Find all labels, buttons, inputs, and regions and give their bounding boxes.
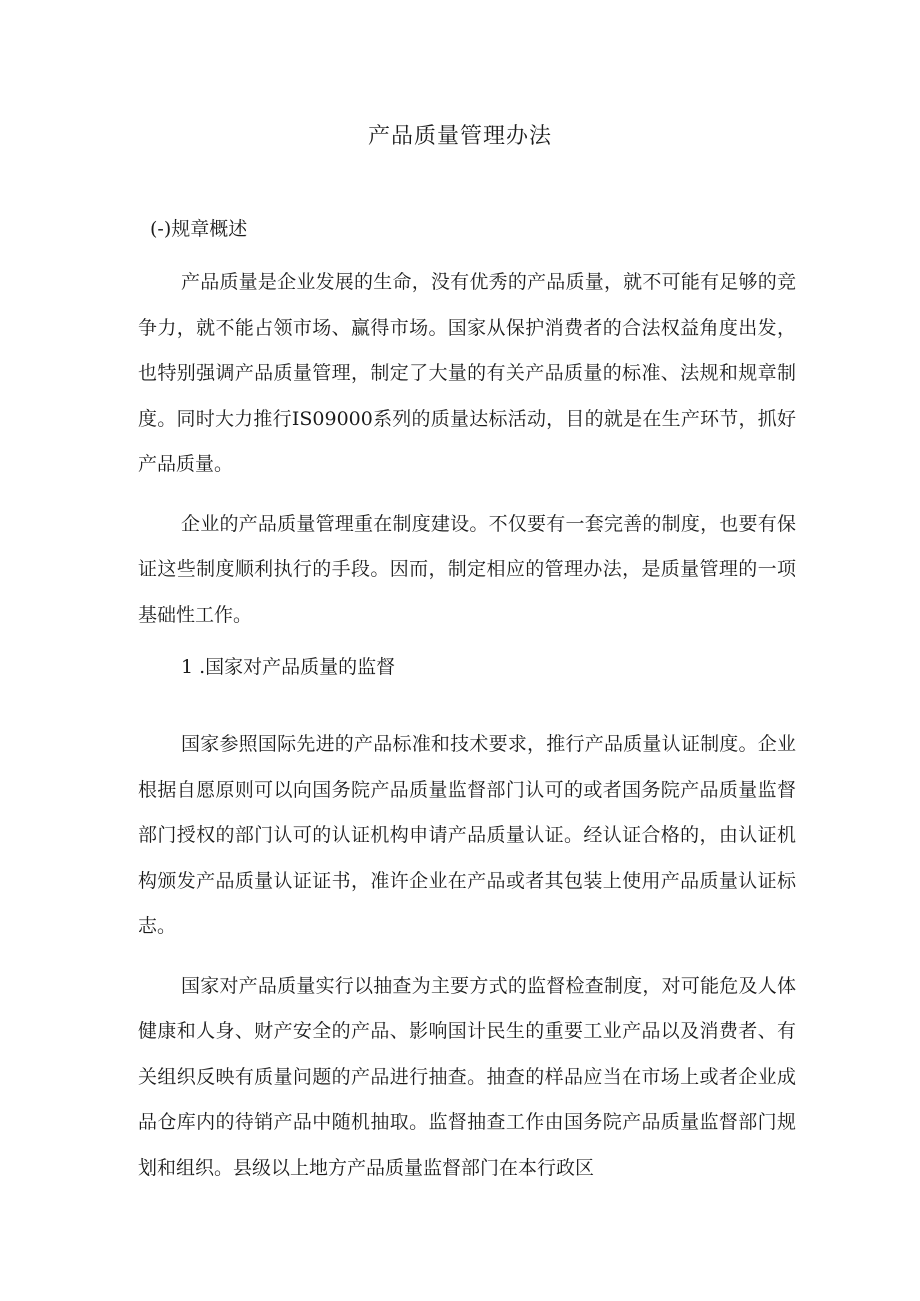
paragraph-certification: 国家参照国际先进的产品标准和技术要求，推行产品质量认证制度。企业根据自愿原则可以向国务院产品质量监督部门认可的或者国务院产品质量监督部门授权的部门认可的认证机构申请产品质量认证。经认证合格的，由认证机构颁发产品质量认证证书，准许企业在产品或者其包装上使用产品质量认证标志。 [138, 733, 796, 937]
document-body [138, 214, 796, 1205]
section-heading: (-)规章概述 [150, 218, 248, 240]
paragraph-system-building: 企业的产品质量管理重在制度建设。不仅要有一套完善的制度，也要有保证这些制度顺利执行的手段。因而，制定相应的管理办法，是质量管理的一项基础性工作。 [138, 512, 796, 626]
document-title: 产品质量管理办法 [367, 124, 552, 149]
subsection-heading: 1 .国家对产品质量的监督 [181, 656, 396, 678]
paragraph-spot-check: 国家对产品质量实行以抽查为主要方式的监督检查制度，对可能危及人体健康和人身、财产安全的产品、影响国计民生的重要工业产品以及消费者、有关组织反映有质量问题的产品进行抽查。抽查的样品应当在市场上或者企业成品仓库内的待销产品中随机抽取。监督抽查工作由国务院产品质量监督部门规划和组织。县级以上地方产品质量监督部门在本行政区 [138, 974, 796, 1179]
paragraph-quality-importance: 产品质量是企业发展的生命，没有优秀的产品质量，就不可能有足够的竞争力，就不能占领市场、赢得市场。国家从保护消费者的合法权益角度出发，也特别强调产品质量管理，制定了大量的有关产品质量的标准、法规和规章制度。同时大力推行IS09000系列的质量达标活动，目的就是在生产环节，抓好产品质量。 [138, 271, 796, 475]
